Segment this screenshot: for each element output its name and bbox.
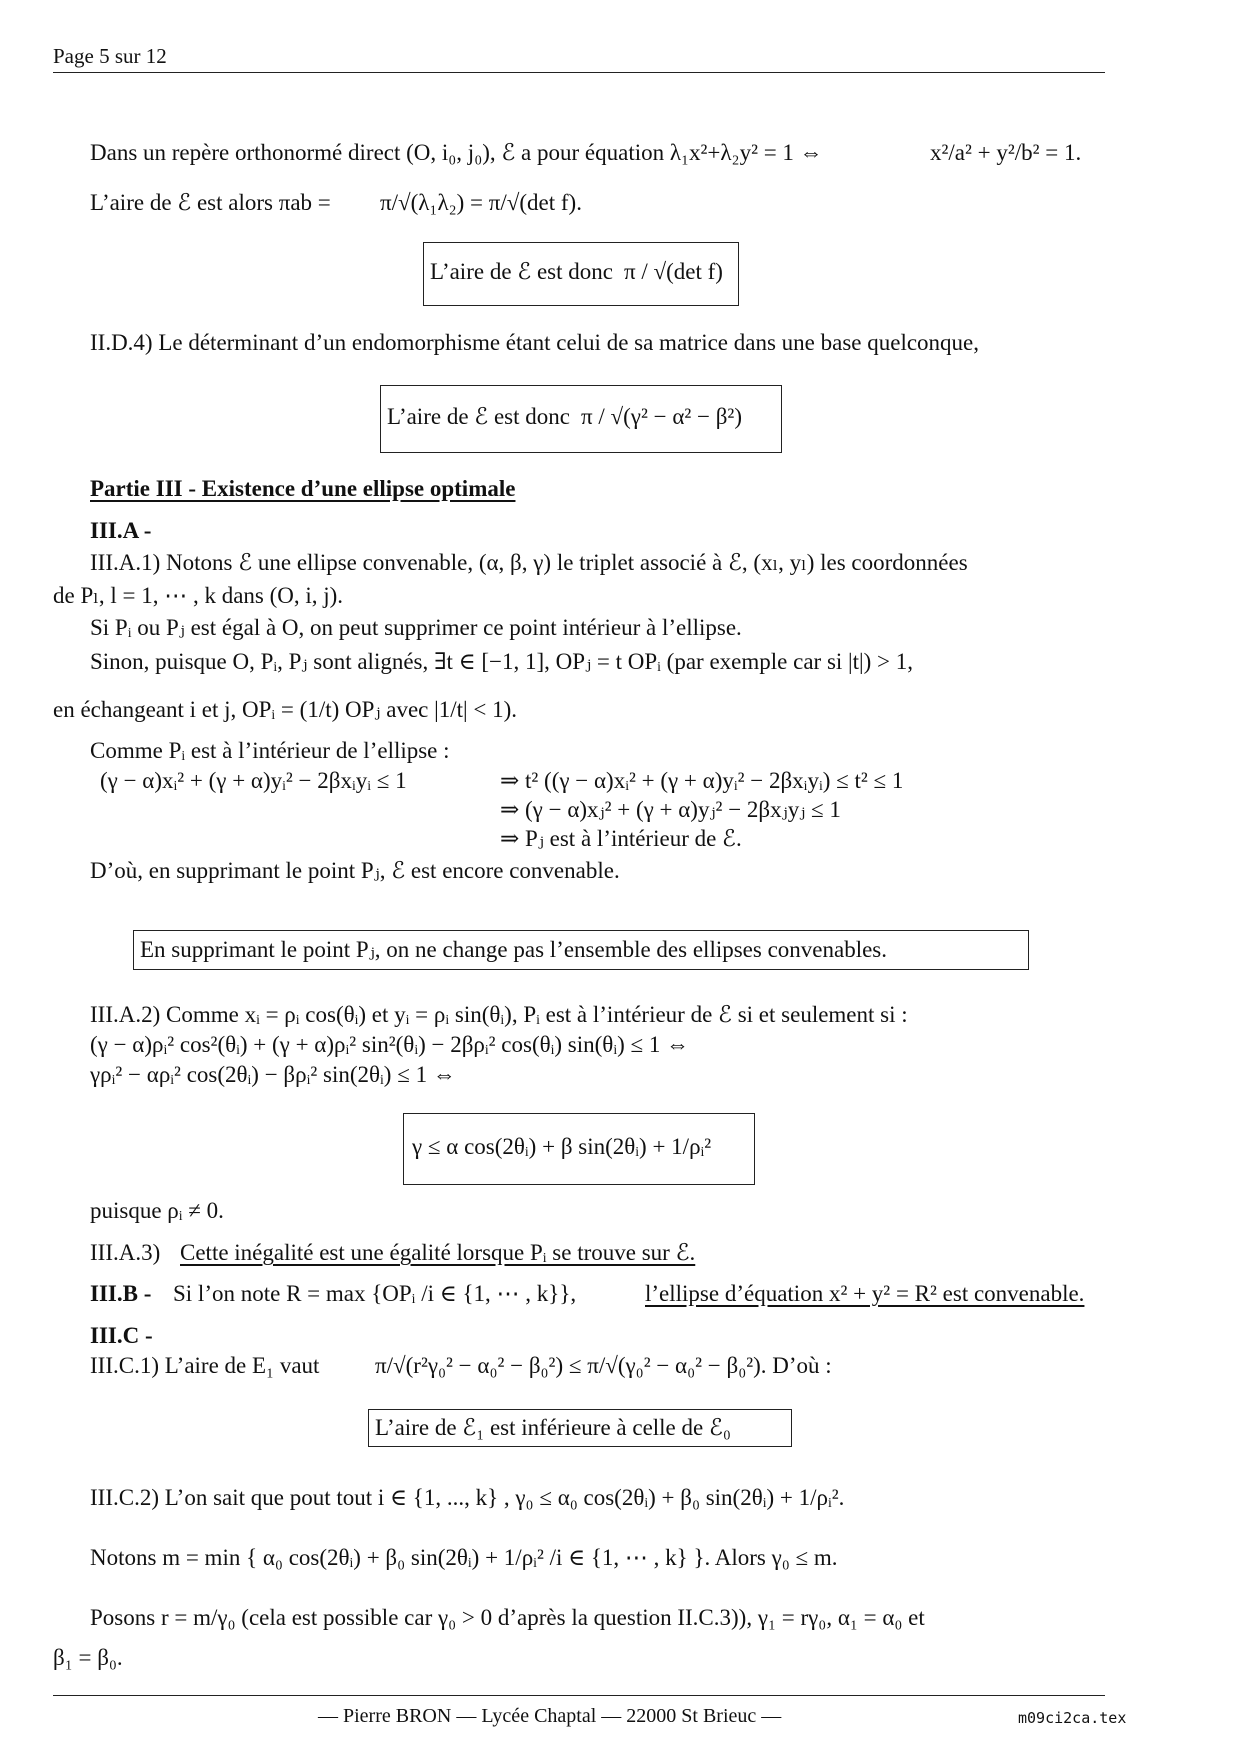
iiia1-line3: Si Pᵢ ou Pⱼ est égal à O, on peut supprimer ce point intérieur à l’ellipse. <box>90 615 742 640</box>
iiic2-line3: Posons r = m/γ₀ (cela est possible car γ₀ > 0 d’après la question II.C.3)), γ₁ = rγ₀, α₁ = α₀ et <box>90 1605 925 1630</box>
iiia2-line3: γρᵢ² − αρᵢ² cos(2θᵢ) − βρᵢ² sin(2θᵢ) ≤ 1 ⇔ <box>90 1062 456 1087</box>
iiia1-line5: en échangeant i et j, OPᵢ = (1/t) OPⱼ avec |1/t| < 1). <box>53 697 517 722</box>
iiic-title: III.C - <box>90 1323 153 1348</box>
box5-text: L’aire de ℰ₁ est inférieure à celle de ℰ₀ <box>375 1415 731 1440</box>
iiia2-line2: (γ − α)ρᵢ² cos²(θᵢ) + (γ + α)ρᵢ² sin²(θᵢ) − 2βρᵢ² cos(θᵢ) sin(θᵢ) ≤ 1 ⇔ <box>90 1032 690 1057</box>
footer-credit: — Pierre BRON — Lycée Chaptal — 22000 St Brieuc — <box>318 1705 782 1727</box>
inequality-right-1: ⇒ t² ((γ − α)xᵢ² + (γ + α)yᵢ² − 2βxᵢyᵢ) ≤ t² ≤ 1 <box>500 768 904 793</box>
page-label: Page 5 sur 12 <box>53 44 167 68</box>
iiia1-line7: D’où, en supprimant le point Pⱼ, ℰ est encore convenable. <box>90 858 620 883</box>
inequality-right-2: ⇒ (γ − α)xⱼ² + (γ + α)yⱼ² − 2βxⱼyⱼ ≤ 1 <box>500 797 841 822</box>
header-rule <box>53 72 1105 73</box>
p2-text: L’aire de ℰ est alors πab = <box>90 190 331 215</box>
footer-rule <box>53 1695 1105 1696</box>
p1-equation: x²/a² + y²/b² = 1. <box>930 140 1082 165</box>
iiia1-line2: de Pₗ, l = 1, ⋯ , k dans (O, i, j). <box>53 583 344 608</box>
iiia1-line1: III.A.1) Notons ℰ une ellipse convenable, (α, β, γ) le triplet associé à ℰ, (xₗ, yₗ) les coordonnées <box>90 550 968 575</box>
box2-label: L’aire de ℰ est donc <box>387 404 570 429</box>
partie3-title: Partie III - Existence d’une ellipse optimale <box>90 476 516 501</box>
box4-formula: γ ≤ α cos(2θᵢ) + β sin(2θᵢ) + 1/ρᵢ² <box>412 1134 712 1159</box>
iiic1-text: III.C.1) L’aire de E₁ vaut <box>90 1353 320 1378</box>
iiib-title: III.B - <box>90 1281 152 1306</box>
iiia2-line4: puisque ρᵢ ≠ 0. <box>90 1198 224 1223</box>
result-box-2 <box>380 385 782 453</box>
result-box-3 <box>133 930 1029 970</box>
box3-text: En supprimant le point Pⱼ, on ne change pas l’ensemble des ellipses convenables. <box>140 937 888 962</box>
iid4-text: II.D.4) Le déterminant d’un endomorphisme étant celui de sa matrice dans une base quelconque, <box>90 330 980 355</box>
box1-label: L’aire de ℰ est donc <box>430 259 613 284</box>
result-box-4 <box>403 1113 755 1185</box>
iiia3-prefix: III.A.3) <box>90 1240 161 1265</box>
iiic2-line1: III.C.2) L’on sait que pout tout i ∈ {1, ..., k} , γ₀ ≤ α₀ cos(2θᵢ) + β₀ sin(2θᵢ) + 1/ρᵢ². <box>90 1485 845 1510</box>
box2-formula: π / √(γ² − α² − β²) <box>581 404 742 429</box>
iiic2-line4: β₁ = β₀. <box>53 1645 123 1670</box>
iiia2-line1: III.A.2) Comme xᵢ = ρᵢ cos(θᵢ) et yᵢ = ρᵢ sin(θᵢ), Pᵢ est à l’intérieur de ℰ si et seulement si : <box>90 1002 908 1027</box>
iiia-title: III.A - <box>90 518 152 543</box>
result-box-1 <box>423 242 739 306</box>
iiia1-line6: Comme Pᵢ est à l’intérieur de l’ellipse : <box>90 738 450 763</box>
box1-formula: π / √(det f) <box>624 259 723 284</box>
iiib-text2: l’ellipse d’équation x² + y² = R² est convenable. <box>645 1281 1085 1306</box>
p1-text: Dans un repère orthonormé direct (O, i₀, j₀), ℰ a pour équation λ₁x²+λ₂y² = 1 ⇔ <box>90 140 823 165</box>
footer-filename: m09ci2ca.tex <box>1018 1709 1127 1727</box>
iiia3-text: Cette inégalité est une égalité lorsque Pᵢ se trouve sur ℰ. <box>180 1240 696 1265</box>
iiic2-line2: Notons m = min { α₀ cos(2θᵢ) + β₀ sin(2θᵢ) + 1/ρᵢ² /i ∈ {1, ⋯ , k} }. Alors γ₀ ≤ m. <box>90 1545 838 1570</box>
iiia1-line4: Sinon, puisque O, Pᵢ, Pⱼ sont alignés, ∃t ∈ [−1, 1], OPⱼ = t OPᵢ (par exemple car si |t|) > 1, <box>90 649 914 674</box>
inequality-left: (γ − α)xᵢ² + (γ + α)yᵢ² − 2βxᵢyᵢ ≤ 1 <box>100 768 407 793</box>
iiib-text1: Si l’on note R = max {OPᵢ /i ∈ {1, ⋯ , k}}, <box>173 1281 577 1306</box>
inequality-right-3: ⇒ Pⱼ est à l’intérieur de ℰ. <box>500 826 742 851</box>
iiic1-formula: π/√(r²γ₀² − α₀² − β₀²) ≤ π/√(γ₀² − α₀² − β₀²). D’où : <box>375 1353 832 1378</box>
p2-equation: π/√(λ₁λ₂) = π/√(det f). <box>380 190 582 215</box>
result-box-5 <box>368 1409 792 1447</box>
